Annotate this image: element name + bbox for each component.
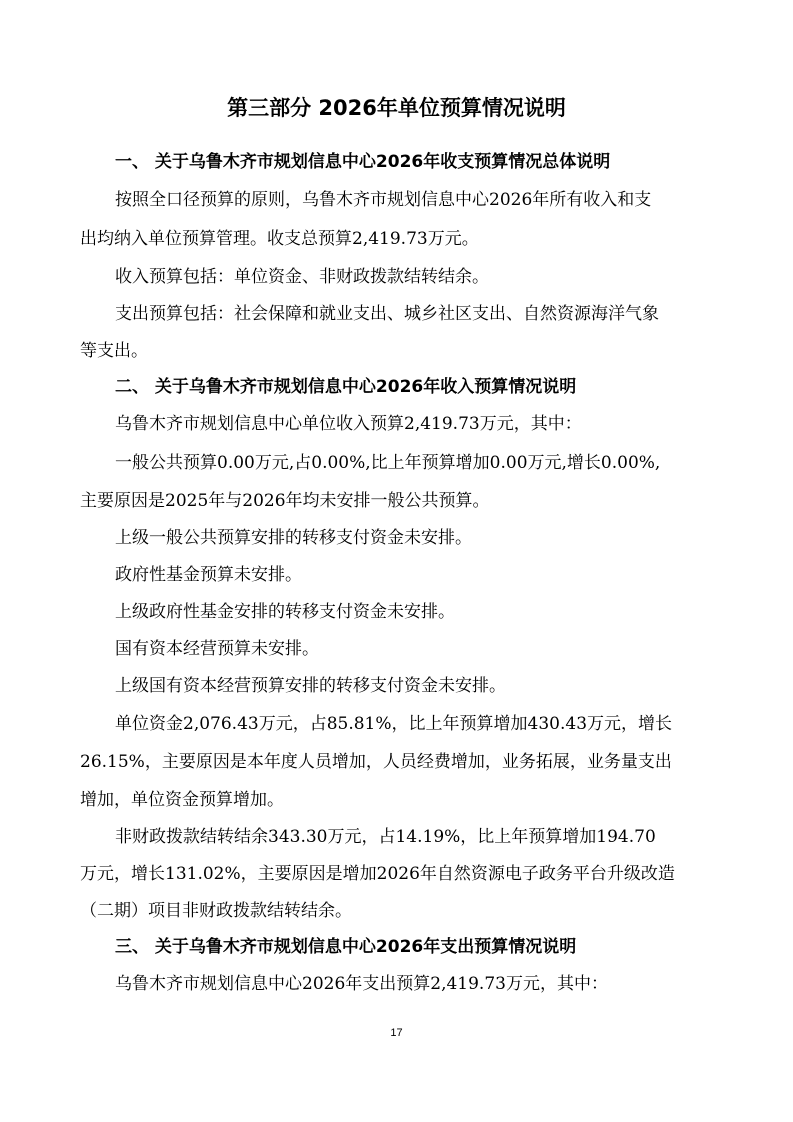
paragraph-line: 26.15%，主要原因是本年度人员增加，人员经费增加，业务拓展，业务量支出 bbox=[80, 752, 672, 772]
section-heading-1: 一、 关于乌鲁木齐市规划信息中心2026年收支预算情况总体说明 bbox=[115, 152, 611, 172]
section-heading-3: 三、 关于乌鲁木齐市规划信息中心2026年支出预算情况说明 bbox=[115, 937, 577, 957]
paragraph-line: 一般公共预算0.00万元,占0.00%,比上年预算增加0.00万元,增长0.00%, bbox=[115, 453, 661, 473]
paragraph-line: 增加，单位资金预算增加。 bbox=[80, 790, 284, 810]
paragraph-line: 单位资金2,076.43万元，占85.81%，比上年预算增加430.43万元，增长 bbox=[115, 714, 673, 734]
page-title: 第三部分 2026年单位预算情况说明 bbox=[227, 96, 566, 120]
page-number: 17 bbox=[390, 1027, 403, 1039]
paragraph-line: 政府性基金预算未安排。 bbox=[115, 565, 302, 585]
paragraph-line: 支出预算包括：社会保障和就业支出、城乡社区支出、自然资源海洋气象 bbox=[115, 304, 659, 324]
paragraph-line: 收入预算包括：单位资金、非财政拨款结转结余。 bbox=[115, 267, 489, 287]
paragraph-line: 上级政府性基金安排的转移支付资金未安排。 bbox=[115, 602, 455, 622]
paragraph-line: 出均纳入单位预算管理。收支总预算2,419.73万元。 bbox=[80, 229, 479, 249]
paragraph-line: 国有资本经营预算未安排。 bbox=[115, 639, 319, 659]
paragraph-line: 等支出。 bbox=[80, 341, 148, 361]
paragraph-line: 乌鲁木齐市规划信息中心单位收入预算2,419.73万元，其中： bbox=[115, 414, 582, 434]
paragraph-line: 上级一般公共预算安排的转移支付资金未安排。 bbox=[115, 528, 472, 548]
paragraph-line: 按照全口径预算的原则，乌鲁木齐市规划信息中心2026年所有收入和支 bbox=[115, 190, 652, 210]
paragraph-line: 上级国有资本经营预算安排的转移支付资金未安排。 bbox=[115, 676, 506, 696]
paragraph-line: 乌鲁木齐市规划信息中心2026年支出预算2,419.73万元，其中： bbox=[115, 974, 608, 994]
section-heading-2: 二、 关于乌鲁木齐市规划信息中心2026年收入预算情况说明 bbox=[115, 377, 577, 397]
paragraph-line: 万元，增长131.02%，主要原因是增加2026年自然资源电子政务平台升级改造 bbox=[80, 864, 675, 884]
paragraph-line: （二期）项目非财政拨款结转结余。 bbox=[80, 901, 352, 921]
paragraph-line: 主要原因是2025年与2026年均未安排一般公共预算。 bbox=[80, 491, 490, 511]
paragraph-line: 非财政拨款结转结余343.30万元，占14.19%，比上年预算增加194.70 bbox=[115, 827, 656, 847]
